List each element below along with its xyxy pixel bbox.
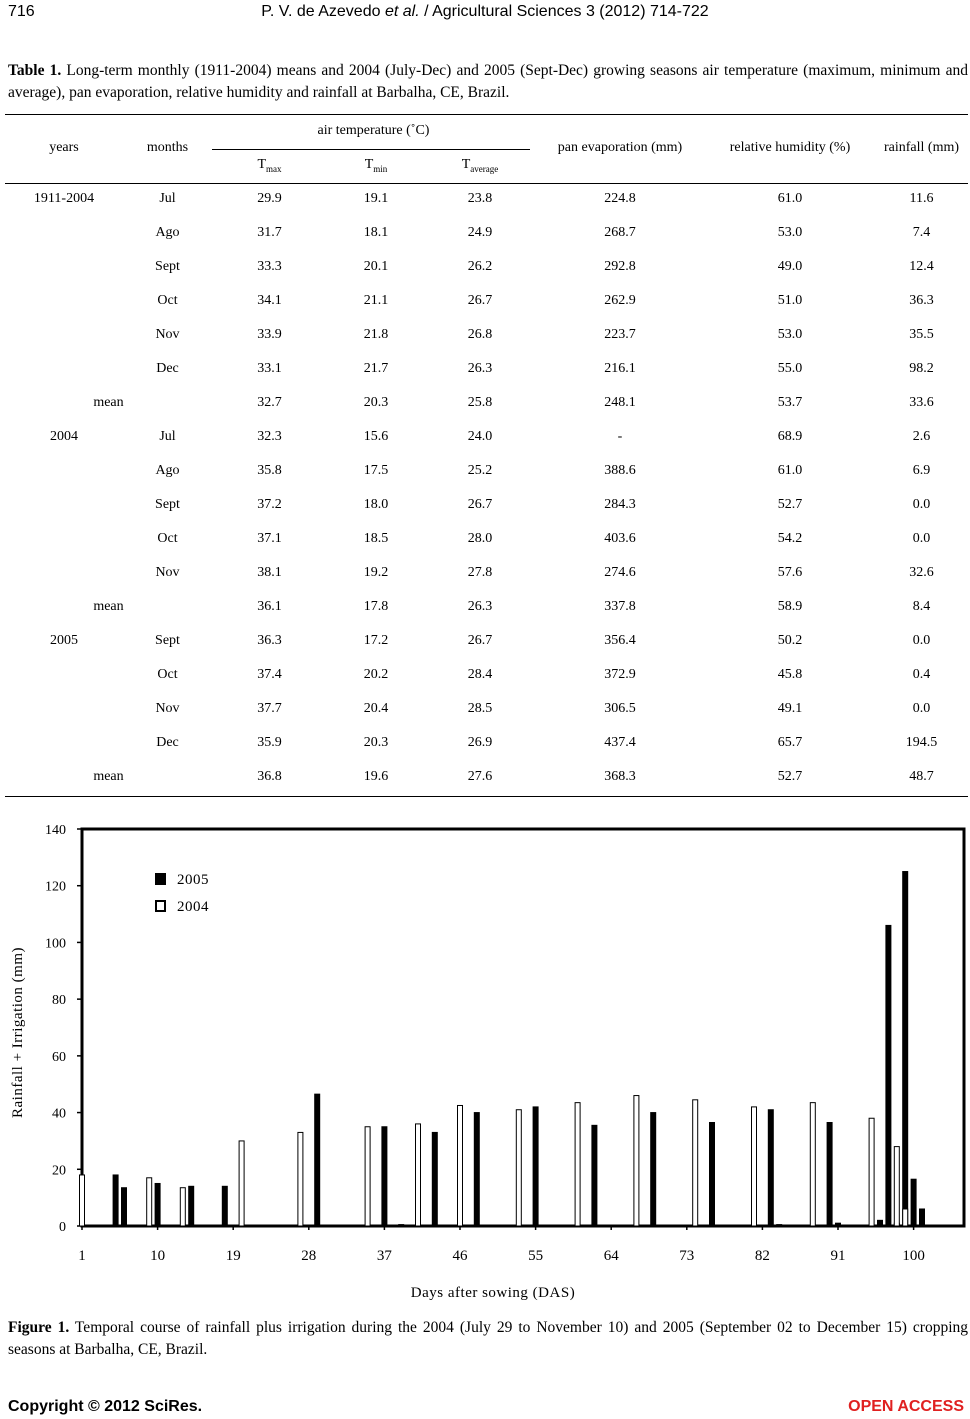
cell-tmax: 33.3 bbox=[257, 259, 282, 274]
cell-month: Sept bbox=[155, 497, 180, 512]
y-axis-label: Rainfall + Irrigation (mm) bbox=[10, 947, 26, 1118]
bar-2005-das-100 bbox=[911, 1179, 916, 1226]
cell-rh: 53.0 bbox=[777, 225, 803, 240]
table-row bbox=[5, 624, 968, 658]
bar-2004-das-27 bbox=[298, 1132, 303, 1226]
cell-month: Dec bbox=[156, 361, 179, 376]
bar-2005-das-83 bbox=[768, 1110, 773, 1226]
rainfall-irrigation-chart bbox=[0, 812, 970, 1312]
y-tick-label: 20 bbox=[52, 1163, 66, 1179]
cell-tmin: 21.1 bbox=[363, 293, 389, 308]
cell-tmax: 34.1 bbox=[257, 293, 282, 308]
cell-tavg: 26.3 bbox=[467, 361, 493, 376]
cell-pan: 368.3 bbox=[604, 769, 636, 784]
bar-2004-das-41 bbox=[416, 1124, 421, 1226]
cell-year bbox=[5, 726, 123, 760]
bar-2004-das-60 bbox=[575, 1103, 580, 1226]
y-tick-label: 100 bbox=[45, 936, 66, 952]
cell-rh: 58.9 bbox=[777, 599, 803, 614]
table-body bbox=[5, 182, 968, 794]
cell-pan: 372.9 bbox=[604, 667, 636, 682]
cell-rain: 8.4 bbox=[912, 599, 931, 614]
table-row bbox=[5, 420, 968, 454]
cell-rh: 55.0 bbox=[777, 361, 803, 376]
running-head-journal: / Agricultural Sciences 3 (2012) 714-722 bbox=[419, 3, 709, 20]
page-number: 716 bbox=[8, 3, 35, 20]
cell-rh: 53.7 bbox=[777, 395, 803, 410]
cell-pan: 248.1 bbox=[604, 395, 636, 410]
cell-tavg: 25.8 bbox=[467, 395, 493, 410]
cell-rh: 53.0 bbox=[777, 327, 803, 342]
running-head-etal: et al. bbox=[384, 3, 420, 20]
cell-tmax: 37.1 bbox=[257, 531, 282, 546]
cell-tmin: 19.2 bbox=[363, 565, 389, 580]
cell-year bbox=[5, 318, 123, 352]
cell-month: Sept bbox=[155, 633, 180, 648]
figure-caption-label: Figure 1. bbox=[8, 1319, 70, 1336]
bar-2005-das-62 bbox=[592, 1125, 597, 1226]
cell-rain: 0.0 bbox=[912, 701, 931, 716]
table-row bbox=[5, 352, 968, 386]
bar-2005-das-91 bbox=[836, 1223, 841, 1226]
x-tick-label: 37 bbox=[376, 1248, 392, 1264]
cell-tmax: 31.7 bbox=[257, 225, 282, 240]
cell-pan: 262.9 bbox=[604, 293, 636, 308]
cell-rh: 49.1 bbox=[777, 701, 803, 716]
table-mean-row bbox=[5, 386, 968, 420]
cell-rain: 2.6 bbox=[912, 429, 931, 444]
running-head-authors: P. V. de Azevedo bbox=[261, 3, 385, 20]
cell-rain: 98.2 bbox=[909, 361, 934, 376]
cell-month: Ago bbox=[155, 225, 180, 240]
header-years: years bbox=[49, 140, 79, 155]
header-pan-evaporation: pan evaporation (mm) bbox=[557, 140, 683, 155]
legend-swatch-2004 bbox=[156, 901, 165, 911]
cell-tavg: 26.3 bbox=[467, 599, 493, 614]
cell-month: Nov bbox=[155, 327, 180, 342]
cell-rain: 6.9 bbox=[912, 463, 931, 478]
bar-2004-das-95 bbox=[869, 1118, 874, 1226]
bar-2005-das-37 bbox=[382, 1127, 387, 1226]
cell-pan: 216.1 bbox=[604, 361, 636, 376]
cell-tmin: 18.5 bbox=[363, 531, 389, 546]
table-row bbox=[5, 284, 968, 318]
cell-mean: mean bbox=[93, 395, 124, 410]
cell-tmin: 21.7 bbox=[363, 361, 389, 376]
cell-rh: 50.2 bbox=[777, 633, 803, 648]
cell-rain: 35.5 bbox=[909, 327, 934, 342]
cell-tmax: 32.7 bbox=[257, 395, 282, 410]
cell-tmin: 20.2 bbox=[363, 667, 389, 682]
x-tick-label: 46 bbox=[452, 1248, 468, 1264]
cell-tmax: 37.2 bbox=[257, 497, 282, 512]
bar-2005-das-55 bbox=[533, 1107, 538, 1226]
header-tmax: $T_{max}$ bbox=[257, 156, 282, 174]
cell-tmin: 19.6 bbox=[363, 769, 389, 784]
table-mean-row bbox=[5, 590, 968, 624]
bar-2005-das-18 bbox=[222, 1186, 227, 1226]
table-row bbox=[5, 182, 968, 216]
cell-tavg: 26.2 bbox=[467, 259, 493, 274]
cell-rain: 36.3 bbox=[909, 293, 934, 308]
bar-2005-das-14 bbox=[189, 1186, 194, 1226]
cell-tmin: 15.6 bbox=[363, 429, 389, 444]
cell-year bbox=[5, 658, 123, 692]
cell-tmin: 20.3 bbox=[363, 735, 389, 750]
cell-rain: 194.5 bbox=[905, 735, 938, 750]
figure-caption bbox=[8, 1317, 968, 1361]
cell-tmax: 36.8 bbox=[257, 769, 282, 784]
bar-2004-das-1 bbox=[80, 1175, 85, 1226]
cell-tmax: 36.3 bbox=[257, 633, 282, 648]
cell-tavg: 28.5 bbox=[467, 701, 493, 716]
cell-year bbox=[5, 556, 123, 590]
bar-2004-das-88 bbox=[810, 1103, 815, 1226]
table-caption bbox=[8, 60, 968, 104]
cell-mean: mean bbox=[93, 599, 124, 614]
header-months: months bbox=[146, 140, 189, 155]
cell-tmax: 33.1 bbox=[257, 361, 282, 376]
cell-pan: 388.6 bbox=[604, 463, 636, 478]
cell-tmin: 19.1 bbox=[363, 191, 389, 206]
bar-2004-das-53 bbox=[516, 1110, 521, 1226]
cell-tmin: 18.0 bbox=[363, 497, 389, 512]
x-tick-label: 28 bbox=[301, 1248, 317, 1264]
cell-year bbox=[5, 284, 123, 318]
cell-rain: 12.4 bbox=[909, 259, 934, 274]
bar-2004-das-9 bbox=[147, 1178, 152, 1226]
cell-tmin: 17.2 bbox=[363, 633, 389, 648]
header-tmin: $T_{min}$ bbox=[364, 156, 388, 174]
cell-year: 2005 bbox=[50, 633, 78, 648]
cell-year bbox=[5, 488, 123, 522]
header-rainfall: rainfall (mm) bbox=[883, 140, 960, 155]
cell-pan: 268.7 bbox=[604, 225, 636, 240]
bar-2005-das-96 bbox=[878, 1220, 883, 1226]
bar-2005-das-43 bbox=[432, 1132, 437, 1226]
table-row bbox=[5, 726, 968, 760]
bar-2004-das-99 bbox=[903, 1209, 908, 1226]
cell-month: Oct bbox=[157, 667, 178, 682]
cell-pan: 437.4 bbox=[604, 735, 636, 750]
y-tick-label: 140 bbox=[45, 823, 66, 838]
x-tick-label: 55 bbox=[528, 1248, 544, 1264]
chart-legend bbox=[156, 872, 209, 915]
bar-2005-das-84 bbox=[777, 1225, 782, 1226]
open-access-label: OPEN ACCESS bbox=[848, 1398, 964, 1415]
x-tick-label: 1 bbox=[78, 1248, 86, 1264]
cell-tavg: 26.7 bbox=[467, 497, 493, 512]
cell-rh: 54.2 bbox=[777, 531, 803, 546]
cell-tavg: 28.4 bbox=[467, 667, 493, 682]
cell-pan: 337.8 bbox=[604, 599, 636, 614]
cell-rain: 11.6 bbox=[909, 191, 934, 206]
bar-2005-das-69 bbox=[651, 1113, 656, 1226]
cell-month: Oct bbox=[157, 293, 178, 308]
bar-2005-das-6 bbox=[122, 1188, 127, 1226]
cell-tavg: 25.2 bbox=[467, 463, 493, 478]
x-tick-label: 100 bbox=[902, 1248, 925, 1264]
cell-month: Dec bbox=[156, 735, 179, 750]
table-row bbox=[5, 692, 968, 726]
cell-year: 1911-2004 bbox=[33, 191, 95, 206]
bar-2005-das-29 bbox=[315, 1094, 320, 1226]
cell-pan: 224.8 bbox=[604, 191, 636, 206]
cell-rh: 52.7 bbox=[777, 497, 803, 512]
cell-year bbox=[5, 454, 123, 488]
legend-label-2004: 2004 bbox=[177, 899, 209, 915]
cell-mean: mean bbox=[93, 769, 124, 784]
running-head bbox=[0, 3, 970, 21]
bar-2004-das-74 bbox=[693, 1100, 698, 1226]
x-tick-label: 82 bbox=[754, 1248, 770, 1264]
x-axis-label: Days after sowing (DAS) bbox=[410, 1285, 576, 1301]
cell-tmax: 33.9 bbox=[257, 327, 282, 342]
cell-rain: 7.4 bbox=[912, 225, 931, 240]
cell-rain: 33.6 bbox=[909, 395, 934, 410]
x-tick-label: 10 bbox=[150, 1248, 166, 1264]
cell-pan: - bbox=[617, 429, 623, 444]
cell-tavg: 28.0 bbox=[467, 531, 493, 546]
table-row bbox=[5, 454, 968, 488]
table-bottom-rule bbox=[5, 796, 968, 797]
cell-tmax: 35.9 bbox=[257, 735, 282, 750]
y-tick-label: 0 bbox=[59, 1220, 66, 1235]
bar-2005-das-99 bbox=[903, 872, 908, 1226]
copyright-notice: Copyright © 2012 SciRes. bbox=[8, 1398, 203, 1415]
cell-year bbox=[5, 352, 123, 386]
table-caption-label: Table 1. bbox=[8, 62, 62, 79]
bar-2004-das-20 bbox=[239, 1141, 244, 1226]
cell-pan: 356.4 bbox=[604, 633, 636, 648]
cell-rain: 0.0 bbox=[912, 633, 931, 648]
y-tick-label: 80 bbox=[52, 993, 66, 1009]
table-row bbox=[5, 216, 968, 250]
x-tick-label: 91 bbox=[830, 1248, 846, 1264]
cell-tmin: 20.4 bbox=[363, 701, 389, 716]
bar-2005-das-48 bbox=[474, 1113, 479, 1226]
cell-rain: 48.7 bbox=[909, 769, 934, 784]
cell-tavg: 27.6 bbox=[467, 769, 493, 784]
cell-rh: 65.7 bbox=[777, 735, 803, 750]
table-row bbox=[5, 658, 968, 692]
cell-pan: 223.7 bbox=[604, 327, 636, 342]
cell-pan: 306.5 bbox=[604, 701, 636, 716]
cell-tmin: 18.1 bbox=[363, 225, 389, 240]
cell-pan: 292.8 bbox=[604, 259, 636, 274]
cell-rain: 0.0 bbox=[912, 531, 931, 546]
table-row bbox=[5, 318, 968, 352]
cell-tavg: 24.0 bbox=[467, 429, 493, 444]
cell-tmax: 32.3 bbox=[257, 429, 282, 444]
cell-pan: 403.6 bbox=[604, 531, 636, 546]
cell-month: Jul bbox=[159, 429, 176, 444]
cell-tavg: 26.8 bbox=[467, 327, 493, 342]
bar-2005-das-10 bbox=[155, 1183, 160, 1226]
cell-tmax: 36.1 bbox=[257, 599, 282, 614]
cell-tmax: 37.4 bbox=[257, 667, 282, 682]
y-tick-label: 120 bbox=[45, 879, 66, 895]
cell-month: Oct bbox=[157, 531, 178, 546]
climate-table bbox=[5, 114, 968, 794]
bar-2004-das-35 bbox=[365, 1127, 370, 1226]
cell-pan: 284.3 bbox=[604, 497, 636, 512]
cell-tmin: 20.1 bbox=[363, 259, 389, 274]
chart-axes bbox=[10, 823, 964, 1301]
cell-tavg: 26.9 bbox=[467, 735, 493, 750]
bar-2005-das-97 bbox=[886, 925, 891, 1226]
cell-pan: 274.6 bbox=[604, 565, 636, 580]
x-tick-label: 19 bbox=[225, 1248, 241, 1264]
cell-rh: 52.7 bbox=[777, 769, 803, 784]
bar-2005-das-101 bbox=[920, 1209, 925, 1226]
cell-rh: 68.9 bbox=[777, 429, 803, 444]
x-tick-label: 64 bbox=[603, 1248, 619, 1264]
bar-2005-das-39 bbox=[399, 1225, 404, 1226]
bar-2005-das-5 bbox=[113, 1175, 118, 1226]
cell-tmin: 20.3 bbox=[363, 395, 389, 410]
y-tick-label: 40 bbox=[52, 1106, 66, 1122]
bar-2005-das-76 bbox=[710, 1122, 715, 1226]
header-taverage: $T_{average}$ bbox=[461, 156, 499, 174]
bar-2004-das-13 bbox=[180, 1188, 185, 1226]
cell-rh: 49.0 bbox=[777, 259, 803, 274]
cell-tmax: 38.1 bbox=[257, 565, 282, 580]
cell-rain: 0.4 bbox=[912, 667, 931, 682]
table-row bbox=[5, 488, 968, 522]
cell-tavg: 26.7 bbox=[467, 633, 493, 648]
cell-rh: 51.0 bbox=[777, 293, 803, 308]
table-row bbox=[5, 250, 968, 284]
cell-year bbox=[5, 522, 123, 556]
header-relative-humidity: relative humidity (%) bbox=[729, 140, 851, 155]
bar-2004-das-98 bbox=[894, 1147, 899, 1226]
cell-tmin: 21.8 bbox=[363, 327, 389, 342]
table-row bbox=[5, 556, 968, 590]
cell-tmax: 29.9 bbox=[257, 191, 282, 206]
header-air-temperature: air temperature (˚C) bbox=[317, 123, 430, 138]
cell-year bbox=[5, 692, 123, 726]
cell-tavg: 26.7 bbox=[467, 293, 493, 308]
legend-swatch-2005 bbox=[156, 874, 165, 884]
cell-tavg: 24.9 bbox=[467, 225, 493, 240]
cell-year bbox=[5, 216, 123, 250]
cell-tmin: 17.5 bbox=[363, 463, 389, 478]
cell-month: Nov bbox=[155, 701, 180, 716]
cell-month: Ago bbox=[155, 463, 180, 478]
cell-rain: 0.0 bbox=[912, 497, 931, 512]
cell-tmax: 37.7 bbox=[257, 701, 282, 716]
bar-2004-das-46 bbox=[458, 1105, 463, 1226]
cell-rh: 57.6 bbox=[777, 565, 803, 580]
cell-month: Jul bbox=[159, 191, 176, 206]
cell-rh: 61.0 bbox=[777, 191, 803, 206]
bar-2004-das-67 bbox=[634, 1096, 639, 1226]
cell-month: Sept bbox=[155, 259, 180, 274]
cell-rh: 61.0 bbox=[777, 463, 803, 478]
x-tick-label: 73 bbox=[679, 1248, 695, 1264]
table-mean-row bbox=[5, 760, 968, 794]
cell-year: 2004 bbox=[50, 429, 78, 444]
chart-bars bbox=[80, 872, 925, 1226]
bar-2004-das-81 bbox=[752, 1107, 757, 1226]
cell-tavg: 23.8 bbox=[467, 191, 493, 206]
y-tick-label: 60 bbox=[52, 1049, 66, 1065]
table-row bbox=[5, 522, 968, 556]
cell-rh: 45.8 bbox=[777, 667, 803, 682]
cell-month: Nov bbox=[155, 565, 180, 580]
cell-tmax: 35.8 bbox=[257, 463, 282, 478]
cell-tavg: 27.8 bbox=[467, 565, 493, 580]
legend-label-2005: 2005 bbox=[177, 872, 209, 888]
table-caption-text: Long-term monthly (1911-2004) means and 2004 (July-Dec) and 2005 (Sept-Dec) growing seasons air temperature (maximum, minimum and average), pan evaporation, relative humidity and rainfall at Barbalha, CE, Brazil. bbox=[8, 62, 968, 101]
cell-rain: 32.6 bbox=[909, 565, 934, 580]
bar-2005-das-90 bbox=[827, 1122, 832, 1226]
cell-tmin: 17.8 bbox=[363, 599, 389, 614]
cell-year bbox=[5, 250, 123, 284]
figure-caption-text: Temporal course of rainfall plus irrigation during the 2004 (July 29 to November 10) and 2005 (September 02 to December 15) cropping seasons at Barbalha, CE, Brazil. bbox=[8, 1319, 969, 1358]
